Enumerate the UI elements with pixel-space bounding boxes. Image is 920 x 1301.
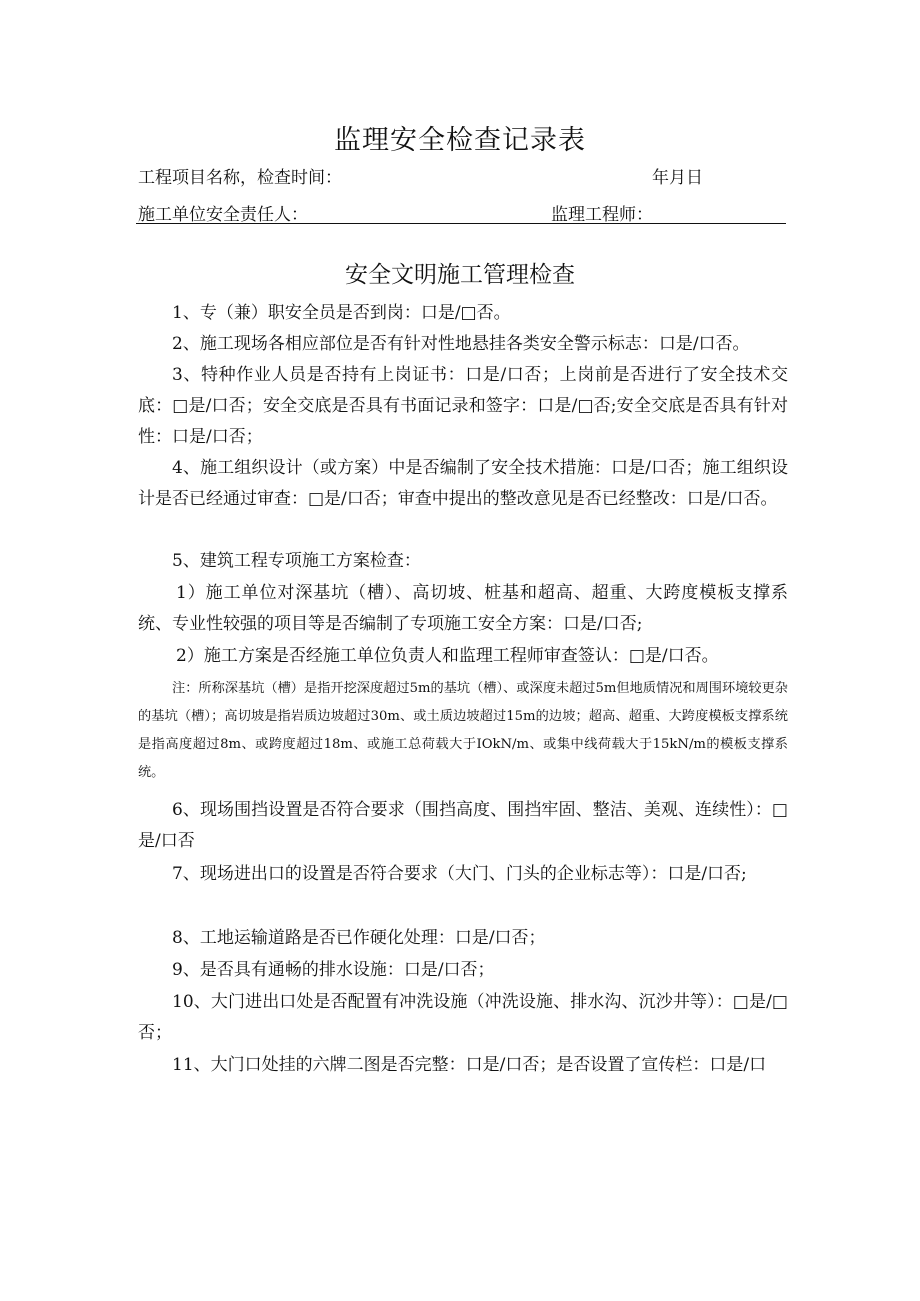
check-item-5-2: 2）施工方案是否经施工单位负责人和监理工程师审查签认：□是/口否。 [176,646,719,666]
date-label: 年月日 [652,168,703,188]
unit-safety-officer-label: 施工单位安全责任人： [138,205,308,225]
check-item-3: 3、特种作业人员是否持有上岗证书：口是/口否；上岗前是否进行了安全技术交底：□是/口否；安全交底是否具有书面记录和签字：口是/□否;安全交底是否具有针对性：口是/口否； [138,365,788,447]
project-time-label: 工程项目名称，检查时间： [138,168,342,188]
check-item-4: 4、施工组织设计（或方案）中是否编制了安全技术措施：口是/口否；施工组织设计是否已经通过审查：□是/口否；审查中提出的整改意见是否已经整改：口是/口否。 [138,458,788,509]
check-item-10: 10、大门进出口处是否配置有冲洗设施（冲洗设施、排水沟、沉沙井等）：□是/□否； [138,992,788,1043]
definition-note: 注：所称深基坑（槽）是指开挖深度超过5m的基坑（槽）、或深度未超过5m但地质情况和周围环境较更杂的基坑（槽）；高切坡是指岩质边坡超过30m、或土质边坡超过15m的边坡；超高、超重、大跨度模板支撑系统是指高度超过8m、或跨度超过18m、或施工总荷载大于IOkN/m、或集中线荷载大于15kN/m的模板支撑系统。 [138,681,788,780]
check-item-8: 8、工地运输道路是否已作硬化处理：口是/口否； [172,928,546,948]
check-item-1: 1、专（兼）职安全员是否到岗：口是/□否。 [172,303,511,323]
header-divider [136,223,786,224]
check-item-5-1: 1）施工单位对深基坑（槽）、高切坡、桩基和超高、超重、大跨度模板支撑系统、专业性较强的项目等是否编制了专项施工安全方案：口是/口否; [138,583,788,634]
section-title: 安全文明施工管理检查 [345,262,575,288]
document-title: 监理安全检查记录表 [334,125,586,156]
check-item-6: 6、现场围挡设置是否符合要求（围挡高度、围挡牢固、整洁、美观、连续性）：□是/口否 [138,800,788,851]
check-item-9: 9、是否具有通畅的排水设施：口是/口否； [172,960,495,980]
check-item-11: 11、大门口处挂的六牌二图是否完整：口是/口否；是否设置了宣传栏：口是/口 [172,1055,767,1075]
check-item-2: 2、施工现场各相应部位是否有针对性地悬挂各类安全警示标志：口是/口否。 [172,334,750,354]
supervising-engineer-label: 监理工程师： [551,205,653,225]
check-item-5: 5、建筑工程专项施工方案检查： [172,551,421,571]
check-item-7: 7、现场进出口的设置是否符合要求（大门、门头的企业标志等）：口是/口否; [172,864,747,884]
